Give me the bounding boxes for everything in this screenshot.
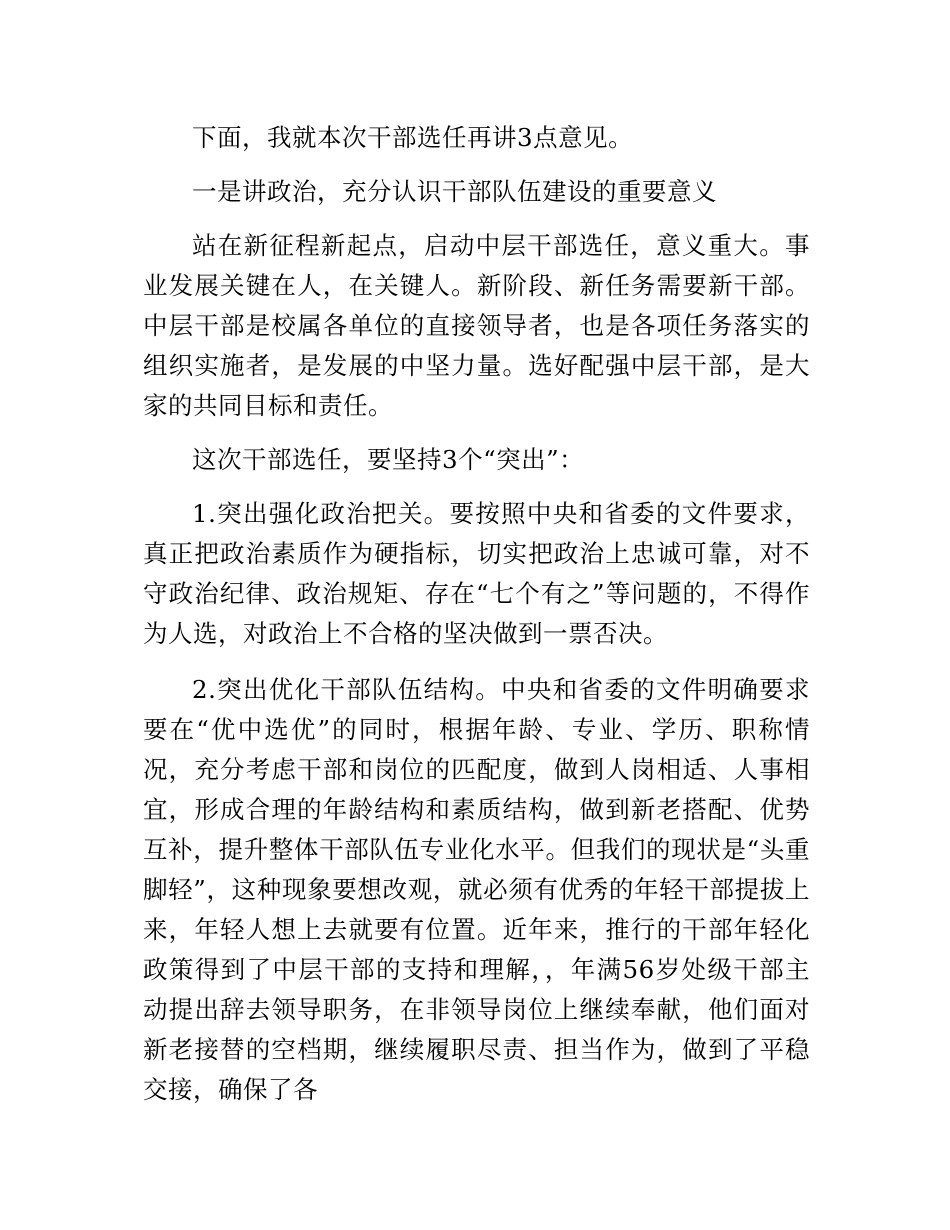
section-heading: 一是讲政治，充分认识干部队伍建设的重要意义 (192, 177, 717, 206)
paragraph-point-1: 1.突出强化政治把关。要按照中央和省委的文件要求，真正把政治素质作为硬指标，切实把政治上忠诚可靠，对不守政治纪律、政治规矩、存在“七个有之”等问题的，不得作为人选，对政治上不合格的坚决做到一票否决。 (143, 499, 810, 648)
paragraph-intro: 下面，我就本次干部选任再讲3点意见。 (192, 123, 634, 152)
paragraph-significance: 站在新征程新起点，启动中层干部选任，意义重大。事业发展关键在人，在关键人。新阶段、新任务需要新干部。中层干部是校属各单位的直接领导者，也是各项任务落实的组织实施者，是发展的中坚力量。选好配强中层干部，是大家的共同目标和责任。 (143, 231, 810, 420)
paragraph-point-2: 2.突出优化干部队伍结构。中央和省委的文件明确要求要在“优中选优”的同时，根据年龄、专业、学历、职称情况，充分考虑干部和岗位的匹配度，做到人岗相适、人事相宜，形成合理的年龄结构和素质结构，做到新老搭配、优势互补，提升整体干部队伍专业化水平。但我们的现状是“头重脚轻”，这种现象要想改观，就必须有优秀的年轻干部提拔上来，年轻人想上去就要有位置。近年来，推行的干部年轻化政策得到了中层干部的支持和理解，，年满56岁处级干部主动提出辞去领导职务，在非领导岗位上继续奉献，他们面对新老接替的空档期，继续履职尽责、担当作为，做到了平稳交接，确保了各 (143, 675, 810, 1104)
paragraph-three-points: 这次干部选任，要坚持3个“突出”： (192, 445, 585, 474)
